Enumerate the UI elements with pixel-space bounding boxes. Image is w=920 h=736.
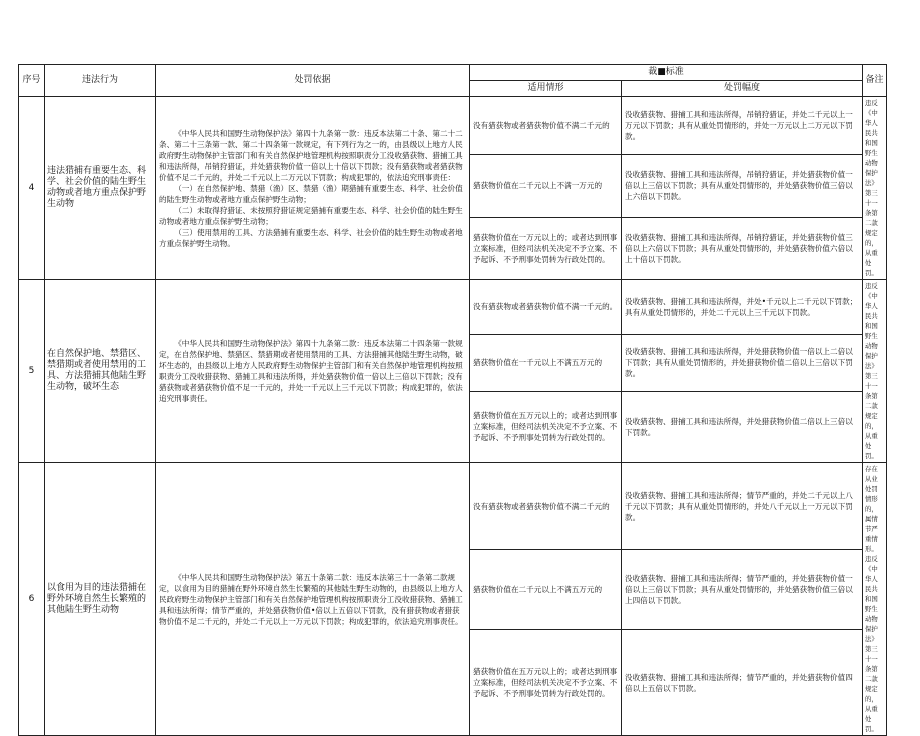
header-seq: 序号 [19,65,45,97]
situation-cell: 猎获物价值在一万元以上的；或者达到刑事立案标准，但经司法机关决定不予立案、不予起诉、不予刑事处罚转为行政处罚的。 [470,217,622,279]
row-seq: 6 [19,463,45,736]
table-row [19,463,887,550]
header-note: 备注 [863,65,887,97]
row-basis [156,97,470,280]
basis-paragraph: 《中华人民共和国野生动物保护法》第四十九条第一款：违反本法第二十条、第二十二条、第二十三条第一款、第二十四条第一款规定，有下列行为之一的，由县级以上地方人民政府野生动物保护主管部门和有关自然保护地管理机构按照职责分工没收猎获物、猎捕工具和违法所得，吊销狩猎证，并处猎获物价值一倍以上十倍以下罚款；没有猎获物或者猎获物价值不足二千元的，并处二千元以上二万元以下罚款；构成犯罪的，依法追究刑事责任： [159,128,463,182]
situation-cell: 猎获物价值在二千元以上不满五万元的 [470,550,622,630]
row-note: 违反《中华人民共和国野生动物保护法》第三十一条第二款规定的，从重处罚。 [863,280,887,463]
row-act: 在自然保护地、禁猎区、禁猎期或者使用禁用的工具、方法猎捕其他陆生野生动物，破坏生态 [45,280,156,463]
basis-paragraph: 《中华人民共和国野生动物保护法》第四十九条第二款：违反本法第二十四条第一款规定，在自然保护地、禁猎区、禁猎期或者使用禁用的工具、方法猎捕其他陆生野生动物，破坏生态的，由县级以上地方人民政府野生动物保护主管部门和有关自然保护地管理机构按照职责分工没收猎获物、猎捕工具和违法所得，并处猎获物价值一倍以上三倍以下罚款；没有猎获物或者猎获物价值不足一千元的，并处一千元以上三千元以下罚款；构成犯罪的，依法追究刑事责任。 [159,339,463,403]
range-cell: 没收猎获物、猎捕工具和违法所得，并处猎获物价值一倍以上二倍以下罚款；具有从重处罚情形的，并处猎获物价值二倍以上三倍以下罚款。 [622,334,863,391]
header-basis: 处罚依据 [156,65,470,97]
penalty-table [18,64,887,736]
range-cell: 没收猎获物、猎捕工具和违法所得，吊销狩猎证，并处猎获物价值三倍以上六倍以下罚款；具有从重处罚情形的，并处猎获物价值六倍以上十倍以下罚款。 [622,217,863,279]
situation-cell: 没有猎获物或者猎获物价值不满二千元的 [470,463,622,550]
header-act: 违法行为 [45,65,156,97]
range-cell: 没收猎获物、猎捕工具和违法所得，吊销狩猎证，并处二千元以上一万元以下罚款；具有从重处罚情形的，并处一万元以上二万元以下罚款。 [622,97,863,155]
range-cell: 没收猎获物、猎捕工具和违法所得，吊销狩猎证，并处猎获物价值一倍以上三倍以下罚款；具有从重处罚情形的，并处猎获物价值三倍以上六倍以下罚款。 [622,155,863,217]
range-cell: 没收猎获物、猎捕工具和违法所得；情节严重的，并处猎获物价值一倍以上三倍以下罚款；具有从重处罚情形的，并处猎获物价值三倍以上四倍以下罚款。 [622,550,863,630]
row-seq: 4 [19,97,45,280]
basis-paragraph: （二）未取得狩猎证、未按照狩猎证规定猎捕有重要生态、科学、社会价值的陆生野生动物或者地方重点保护野生动物； [159,205,463,226]
basis-paragraph: （一）在自然保护地、禁猎（渔）区、禁猎（渔）期猎捕有重要生态、科学、社会价值的陆生野生动物或者地方重点保护野生动物； [159,183,463,204]
table-row [19,280,887,335]
range-cell: 没收猎获物、猎捕工具和违法所得；情节严重的，并处二千元以上八千元以下罚款；具有从重处罚情形的，并处八千元以上一万元以下罚款。 [622,463,863,550]
row-act: 以食用为目的违法猎捕在野外环境自然生长繁殖的其他陆生野生动物 [45,463,156,736]
range-cell: 没收猎获物、猎捕工具和违法所得，并处•千元以上二千元以下罚款；具有从重处罚情形的，并处二千元以上三千元以下罚款。 [622,280,863,335]
situation-cell: 没有猎获物或者猎获物价值不满二千元的 [470,97,622,155]
basis-paragraph: 《中华人民共和国野生动物保护法》第五十条第二款：违反本法第三十一条第二款规定，以食用为目的猎捕在野外环境自然生长繁殖的其他陆生野生动物的，由县级以上地方人民政府野生动物保护主管部门和有关自然保护地管理机构按照职责分工没收猎获物、猎捕工具和违法所得；情节严重的，并处猎获物价值•倍以上五倍以下罚款，没有猎获物或者猎获物价值不足二千元的，并处二千元以上一万元以下罚款；构成犯罪的，依法追究刑事责任。 [159,572,463,626]
range-cell: 没收猎获物、猎捕工具和违法所得，并处猎获物价值二倍以上三倍以下罚款。 [622,391,863,462]
row-note: 存在从业处罚情形的，属情节严重情形。违反《中华人民共和国野生动物保护法》第三十一条第二款规定的，从重处罚。 [863,463,887,736]
situation-cell: 猎获物价值在一千元以上不满五万元的 [470,334,622,391]
situation-cell: 猎获物价值在二千元以上不满一万元的 [470,155,622,217]
header-situation: 适用情形 [470,81,622,97]
row-seq: 5 [19,280,45,463]
header-standard: 裁■标准 [470,65,863,81]
situation-cell: 猎获物价值在五万元以上的；或者达到刑事立案标准，但经司法机关决定不予立案、不予起诉、不予刑事处罚转为行政处罚的。 [470,630,622,736]
row-note: 违反《中华人民共和国野生动物保护法》第三十一条第二款规定的，从重处罚。 [863,97,887,280]
situation-cell: 猎获物价值在五万元以上的；或者达到刑事立案标准，但经司法机关决定不予立案、不予起诉、不予刑事处罚转为行政处罚的。 [470,391,622,462]
table-row [19,97,887,155]
penalty-table-sheet [18,64,886,733]
row-basis [156,463,470,736]
header-range: 处罚幅度 [622,81,863,97]
range-cell: 没收猎获物、猎捕工具和违法所得；情节严重的，并处猎获物价值四倍以上五倍以下罚款。 [622,630,863,736]
row-act: 违法猎捕有重要生态、科学、社会价值的陆生野生动物或者地方重点保护野生动物 [45,97,156,280]
situation-cell: 没有猎获物或者猎获物价值不满一千元的。 [470,280,622,335]
basis-paragraph: （三）使用禁用的工具、方法猎捕有重要生态、科学、社会价值的陆生野生动物或者地方重点保护野生动物。 [159,227,463,248]
row-basis [156,280,470,463]
